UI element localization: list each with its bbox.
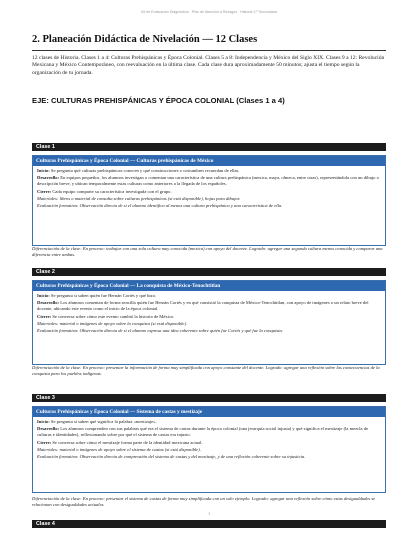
desarrollo-text: Los alumnos comprenden con sus palabras qué era el sistema de castas durante la época colonial (una jerarquía social injusta) y qué significa el mestizaje (la mezcla de culturas e identidades), reflexionando sobre por qué el sistema de castas era injusto. bbox=[37, 426, 369, 438]
class-3-differentiation: Diferenciación de la clase: En proceso: presentar el sistema de castas de forma muy simplificada con un solo ejemplo. Logrado: agregar una reflexión sobre cómo estas desigualdades se relacionan con desigualdades actuales. bbox=[32, 496, 376, 508]
cierre-label: Cierre: bbox=[37, 313, 52, 319]
inicio-text: Se pregunta si saben quién fue Hernán Cortés y qué hizo. bbox=[50, 293, 157, 298]
desarrollo-label: Desarrollo: bbox=[37, 175, 60, 181]
class-2-card bbox=[32, 280, 386, 365]
cierre-text: Se conversa sobre cómo este evento cambió la historia de México. bbox=[52, 313, 175, 319]
evaluacion-text: Evaluación formativa: Observación directa de comprensión del sistema de castas y del mestizaje, y de una reflexión coherente sobre su injusticia. bbox=[37, 454, 306, 460]
evaluacion-text: Evaluación formativa: Observación directa de si el alumno expresa una idea coherente sobre quién fue Cortés y qué fue la conquista. bbox=[37, 328, 283, 334]
materiales-text: Materiales: material o imágenes de apoyo sobre la conquista (si está disponible). bbox=[37, 320, 188, 326]
cierre-label: Cierre: bbox=[37, 188, 52, 194]
cierre-label: Cierre: bbox=[37, 439, 52, 445]
desarrollo-text: En equipos pequeños, los alumnos investigan o comentan una característica de una cultura prehispánica (mexica, maya, olmeca, entre otras), representándola con un dibujo o descripción breve, y ubican temporalmente estas culturas como anteriores a la llegada de los españoles. bbox=[37, 175, 379, 187]
desarrollo-label: Desarrollo: bbox=[37, 426, 60, 432]
class-3-card-body bbox=[33, 417, 385, 463]
desarrollo-label: Desarrollo: bbox=[37, 300, 60, 306]
inicio-label: Inicio: bbox=[37, 293, 50, 298]
inicio-label: Inicio: bbox=[37, 419, 50, 424]
class-2-differentiation: Diferenciación de la clase: En proceso: presentar la información de forma muy simplificada con apoyo constante del docente. Logrado: agregar una reflexión sobre las consecuencias de la conquista para los pueblos indígenas. bbox=[32, 365, 380, 377]
class-2-bar: Clase 2 bbox=[32, 268, 386, 276]
cierre-text: Cada equipo comparte su característica investigada con el grupo. bbox=[52, 188, 172, 194]
class-1-differentiation: Diferenciación de la clase: En proceso: trabajar con una sola cultura muy conocida (mexica) con apoyo del docente. Logrado: agregar una segunda cultura menos conocida y comparar una diferencia entre ambas. bbox=[32, 246, 383, 258]
class-3-card bbox=[32, 406, 386, 493]
class-3-bar: Clase 3 bbox=[32, 394, 386, 402]
class-1-card-title: Culturas Prehispánicas y Época Colonial — Culturas prehispánicas de México bbox=[33, 156, 385, 166]
class-2-card-title: Culturas Prehispánicas y Época Colonial — La conquista de México-Tenochtitlan bbox=[33, 281, 385, 291]
desarrollo-text: Los alumnos comentan de forma sencilla quién fue Hernán Cortés y en qué consistió la conquista de México-Tenochtitlan, con apoyo de imágenes o un relato breve del docente, ubicando este evento como el inicio de la época colonial. bbox=[37, 300, 369, 312]
class-4-bar: Clase 4 bbox=[32, 520, 386, 528]
page-number: 3 bbox=[208, 512, 210, 516]
page-title: 2. Planeación Didáctica de Nivelación — 12 Clases bbox=[32, 34, 258, 45]
class-3-card-title: Culturas Prehispánicas y Época Colonial — Sistema de castas y mestizaje bbox=[33, 407, 385, 417]
axis-heading: EJE: CULTURAS PREHISPÁNICAS Y ÉPOCA COLONIAL (Clases 1 a 4) bbox=[32, 96, 285, 105]
running-head: Kit de Evaluación Diagnóstica · Plan de Atención a Rezagos · Historia 2.º Secundaria bbox=[141, 10, 277, 14]
intro-paragraph: 12 clases de Historia. Clases 1 a 4: Culturas Prehispánicas y Época Colonial. Clases 5 a 8: Independencia y México del Siglo XIX. Clases 9 a 12: Revolución Mexicana y México Contemporáneo, con reevaluación en la última clase. Cada clase dura aproximadamente 50 minutos; ajusta el tiempo según la organización de tu jornada. bbox=[32, 55, 385, 76]
evaluacion-text: Evaluación formativa: Observación directa de si el alumno identifica al menos una cultura prehispánica y una característica de ella. bbox=[37, 203, 283, 209]
class-2-card-body bbox=[33, 291, 385, 337]
cierre-text: Se conversa sobre cómo el mestizaje forma parte de la identidad mexicana actual. bbox=[52, 439, 203, 445]
class-1-card bbox=[32, 155, 386, 246]
inicio-text: Se pregunta si saben qué significa la palabra «mestizaje». bbox=[50, 419, 157, 424]
materiales-text: Materiales: material o imágenes de apoyo sobre el sistema de castas (si está disponible). bbox=[37, 446, 201, 452]
inicio-text: Se pregunta qué culturas prehispánicas conocen y qué construcciones o costumbres recuerdan de ellas. bbox=[50, 168, 240, 173]
class-1-bar: Clase 1 bbox=[32, 143, 386, 151]
materiales-text: Materiales: libros o material de consulta sobre culturas prehispánicas (si está disponible), hojas para dibujar. bbox=[37, 195, 241, 201]
title-divider bbox=[32, 50, 386, 51]
inicio-label: Inicio: bbox=[37, 168, 50, 173]
class-1-card-body bbox=[33, 166, 385, 212]
